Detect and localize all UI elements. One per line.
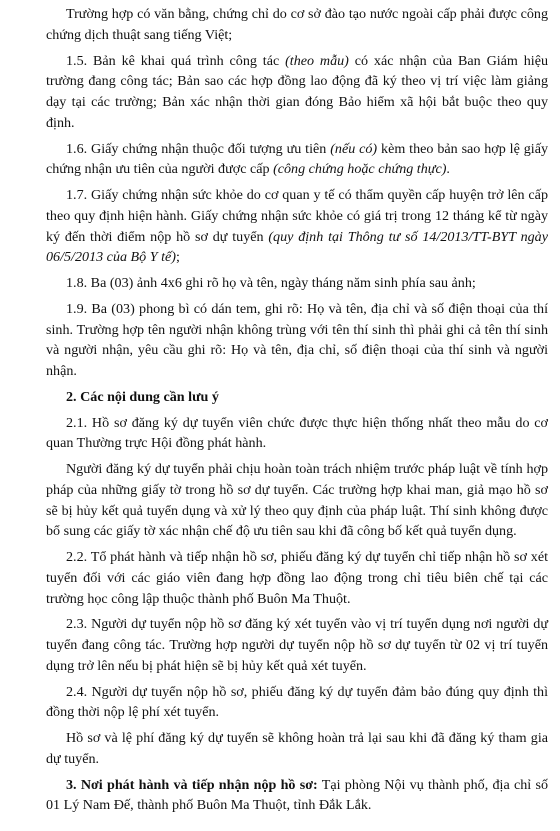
text-run: 2.1. Hồ sơ đăng ký dự tuyển viên chức được thực hiện thống nhất theo mẫu do cơ quan Thường trực Hội đồng phát hành. <box>46 414 548 452</box>
text-run: 1.5. Bản kê khai quá trình công tác <box>66 52 286 69</box>
text-run: 2.2. Tổ phát hành và tiếp nhận hồ sơ, phiếu đăng ký dự tuyển chỉ tiếp nhận hồ sơ xét tuyển đối với các giáo viên đang hợp đồng lao động trong chỉ tiêu biên chế tại các trường học công lập thuộc thành phố Buôn Ma Thuột. <box>46 549 548 607</box>
text-run: có xác nhận của Ban Giám hiệu trường đang công tác; Bản sao các hợp đồng lao động đã ký theo vị trí việc làm giảng dạy tại các trường; Bản xác nhận thời gian đóng Bảo hiểm xã hội bắt buộc theo quy định. <box>46 52 549 131</box>
text-run: 2.3. Người dự tuyển nộp hồ sơ đăng ký xét tuyển vào vị trí tuyển dụng nơi người dự tuyển đang công tác. Trường hợp người dự tuyển nộp hồ sơ dự tuyển từ 02 vị trí tuyển dụng trở lên nếu bị phát hiện sẽ bị hủy kết quả xét tuyển. <box>46 616 548 674</box>
text-run: 1.7. Giấy chứng nhận sức khỏe do cơ quan y tế có thẩm quyền cấp huyện trở lên cấp theo quy định hiện hành. Giấy chứng nhận sức khỏe có giá trị trong 12 tháng kể từ ngày ký đến thời điểm nộp hồ sơ dự tuyển <box>46 187 548 245</box>
text-run: 1.6. Giấy chứng nhận thuộc đối tượng ưu tiên <box>66 140 331 157</box>
italic-run: (nếu có) <box>330 140 378 157</box>
paragraph-1-6 <box>46 139 548 181</box>
paragraph-2-1 <box>46 413 548 455</box>
paragraph-1-9 <box>46 299 548 382</box>
bold-run: 3. Nơi phát hành và tiếp nhận nộp hồ sơ: <box>66 776 318 793</box>
text-run: . <box>446 161 450 178</box>
text-run: Người đăng ký dự tuyển phải chịu hoàn toàn trách nhiệm trước pháp luật về tính hợp pháp của những giấy tờ trong hồ sơ dự tuyển. Các trường hợp khai man, giả mạo hồ sơ sẽ bị hủy kết quả tuyển dụng và xử lý theo quy định của pháp luật. Thí sinh không được bổ sung các giấy tờ xác nhận chế độ ưu tiên sau khi đã công bố kết quả tuyển dụng. <box>46 461 548 540</box>
section-heading-2 <box>46 387 548 408</box>
text-run: ; <box>175 249 180 266</box>
bold-run: 2. Các nội dung cần lưu ý <box>66 388 219 405</box>
paragraph-2-3 <box>46 614 548 676</box>
text-run: 2.4. Người dự tuyển nộp hồ sơ, phiếu đăng ký dự tuyển đảm bảo đúng quy định thì đồng thời nộp lệ phí xét tuyển. <box>46 683 548 721</box>
text-run: Tại phòng Nội vụ thành phố, địa chỉ số 01 Lý Nam Đế, thành phố Buôn Ma Thuột, tỉnh Đắk Lắk. <box>46 776 549 814</box>
paragraph-responsibility <box>46 459 548 542</box>
text-run: Trường hợp có văn bằng, chứng chỉ do cơ sở đào tạo nước ngoài cấp phải được công chứng dịch thuật sang tiếng Việt; <box>46 6 548 43</box>
paragraph-3-location <box>46 775 548 817</box>
italic-run: (quy định tại Thông tư số 14/2013/TT-BYT ngày 06/5/2013 của Bộ Y tế) <box>46 228 548 266</box>
italic-run: (công chứng hoặc chứng thực) <box>273 161 447 178</box>
paragraph-foreign-diploma <box>46 4 548 46</box>
italic-run: (theo mẫu) <box>285 52 349 69</box>
paragraph-2-2 <box>46 547 548 609</box>
paragraph-2-4 <box>46 682 548 724</box>
paragraph-1-8 <box>46 273 548 294</box>
paragraph-1-5 <box>46 51 548 134</box>
text-run: kèm theo bản sao hợp lệ giấy chứng nhận ưu tiên của người được cấp <box>46 140 549 178</box>
text-run: Hồ sơ và lệ phí đăng ký dự tuyển sẽ không hoàn trả lại sau khi đã đăng ký tham gia dự tuyển. <box>46 730 548 767</box>
paragraph-1-7 <box>46 185 548 268</box>
paragraph-no-refund <box>46 728 548 770</box>
text-run: 1.8. Ba (03) ảnh 4x6 ghi rõ họ và tên, ngày tháng năm sinh phía sau ảnh; <box>66 275 476 291</box>
text-run: 1.9. Ba (03) phong bì có dán tem, ghi rõ: Họ và tên, địa chỉ và số điện thoại của thí sinh. Trường hợp tên người nhận không trùng với tên thí sinh thì phải ghi cả tên thí sinh và người nhận, yêu cầu ghi rõ: Họ và tên, địa chỉ, số điện thoại của thí sinh và người nhận. <box>46 300 548 379</box>
